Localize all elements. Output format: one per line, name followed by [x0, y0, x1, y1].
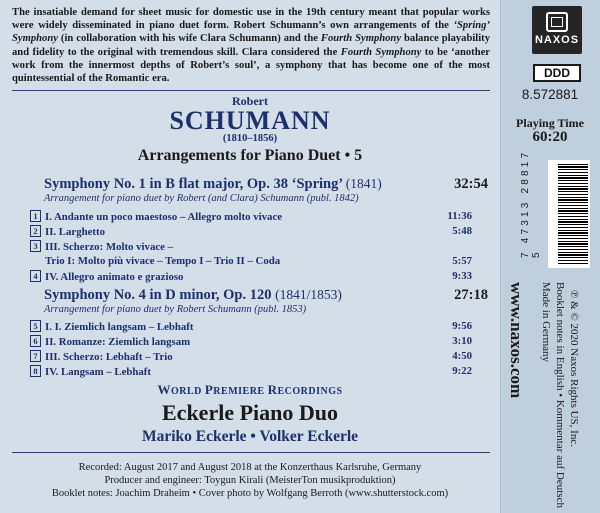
- website-url: www.naxos.com: [507, 282, 526, 399]
- top-divider: [12, 90, 490, 91]
- work-title: Symphony No. 4 in D minor, Op. 120: [44, 287, 272, 303]
- track-row: 1 I. Andante un poco maestoso – Allegro molto vivace 11:36: [30, 210, 472, 223]
- credit-notes: Booklet notes: Joachim Draheim • Cover photo by Wolfgang Berroth (www.shutterstock.com): [51, 488, 449, 499]
- work-duration: 27:18: [454, 287, 488, 303]
- album-title: Arrangements for Piano Duet • 5: [137, 147, 363, 164]
- barcode-number: 7 47313 28817 5: [520, 149, 542, 258]
- composer-last-name: SCHUMANN: [169, 106, 331, 135]
- track-title: IV. Langsam – Lebhaft: [45, 366, 151, 378]
- composer-dates: (1810–1856): [222, 133, 278, 144]
- credits: [0, 461, 500, 500]
- work-year: (1841): [345, 176, 382, 191]
- track-time: 9:22: [452, 365, 472, 377]
- work-subtitle: Arrangement for piano duet by Robert Schumann (publ. 1853): [44, 304, 307, 315]
- ddd-badge: DDD: [533, 64, 581, 82]
- naxos-logo: NAXOS: [532, 6, 582, 54]
- bottom-divider: [12, 452, 490, 453]
- credit-producer: Producer and engineer: Toygun Kirali (MeisterTon musikproduktion): [104, 475, 396, 486]
- made-in: Made in Germany: [540, 282, 552, 363]
- track-row: [30, 365, 472, 378]
- track-row: 5 I. I. Ziemlich langsam – Lebhaft 9:56: [30, 320, 472, 333]
- track-row: 6 II. Romanze: Ziemlich langsam 3:10: [30, 335, 472, 348]
- naxos-emblem-icon: [546, 12, 568, 32]
- composer-first-name: Robert: [232, 94, 268, 108]
- track-number: 8: [30, 365, 41, 377]
- world-premiere-recordings: WORLD PREMIERE RECORDINGS: [157, 382, 343, 397]
- credit-recorded: Recorded: August 2017 and August 2018 at the Konzerthaus Karlsruhe, Germany: [78, 462, 422, 473]
- work-1-header: [44, 176, 488, 204]
- track-row: 2 II. Larghetto 5:48: [30, 225, 472, 238]
- work-2-header: [44, 287, 488, 315]
- copyright: ℗ & © 2020 Naxos Rights US, Inc.: [568, 290, 580, 447]
- catalog-number: 8.572881: [521, 87, 579, 102]
- booklet-notes-language: Booklet notes in English • Kommentar auf Deutsch: [554, 282, 566, 508]
- performer-ensemble: Eckerle Piano Duo: [162, 400, 338, 425]
- work-duration: 32:54: [454, 176, 488, 192]
- work-subtitle: Arrangement for piano duet by Robert (and Clara) Schumann (publ. 1842): [44, 193, 359, 204]
- performer-names: Mariko Eckerle • Volker Eckerle: [141, 428, 359, 445]
- playing-time: Playing Time 60:20: [516, 116, 584, 145]
- intro-text: The insatiable demand for sheet music for domestic use in the 19th century meant that popular works were widely disseminated in piano duet form. Robert Schumann’s own arrangements of the ‘Spring’ Symphony (in collaboration with his wife Clara Schumann) and the Fourth Symphony balance playability and fidelity to the original with tremendous skill. Clara considered the Fourth Symphony to be ‘another work from the innermost depths of Robert’s soul’, a symphony that has become one of the most quintessential of the Romantic era.: [12, 7, 491, 85]
- barcode-icon: [548, 160, 590, 268]
- track-row-continued: Trio I: Molto più vivace – Tempo I – Trio II – Coda 5:57: [45, 255, 472, 267]
- track-row: 3 III. Scherzo: Molto vivace –: [30, 240, 472, 253]
- work-year: (1841/1853): [275, 287, 342, 302]
- work-title: Symphony No. 1 in B flat major, Op. 38 ‘Spring’: [44, 176, 343, 192]
- track-row: 4 IV. Allegro animato e grazioso 9:33: [30, 270, 472, 283]
- track-row: 7 III. Scherzo: Lebhaft – Trio 4:50: [30, 350, 472, 363]
